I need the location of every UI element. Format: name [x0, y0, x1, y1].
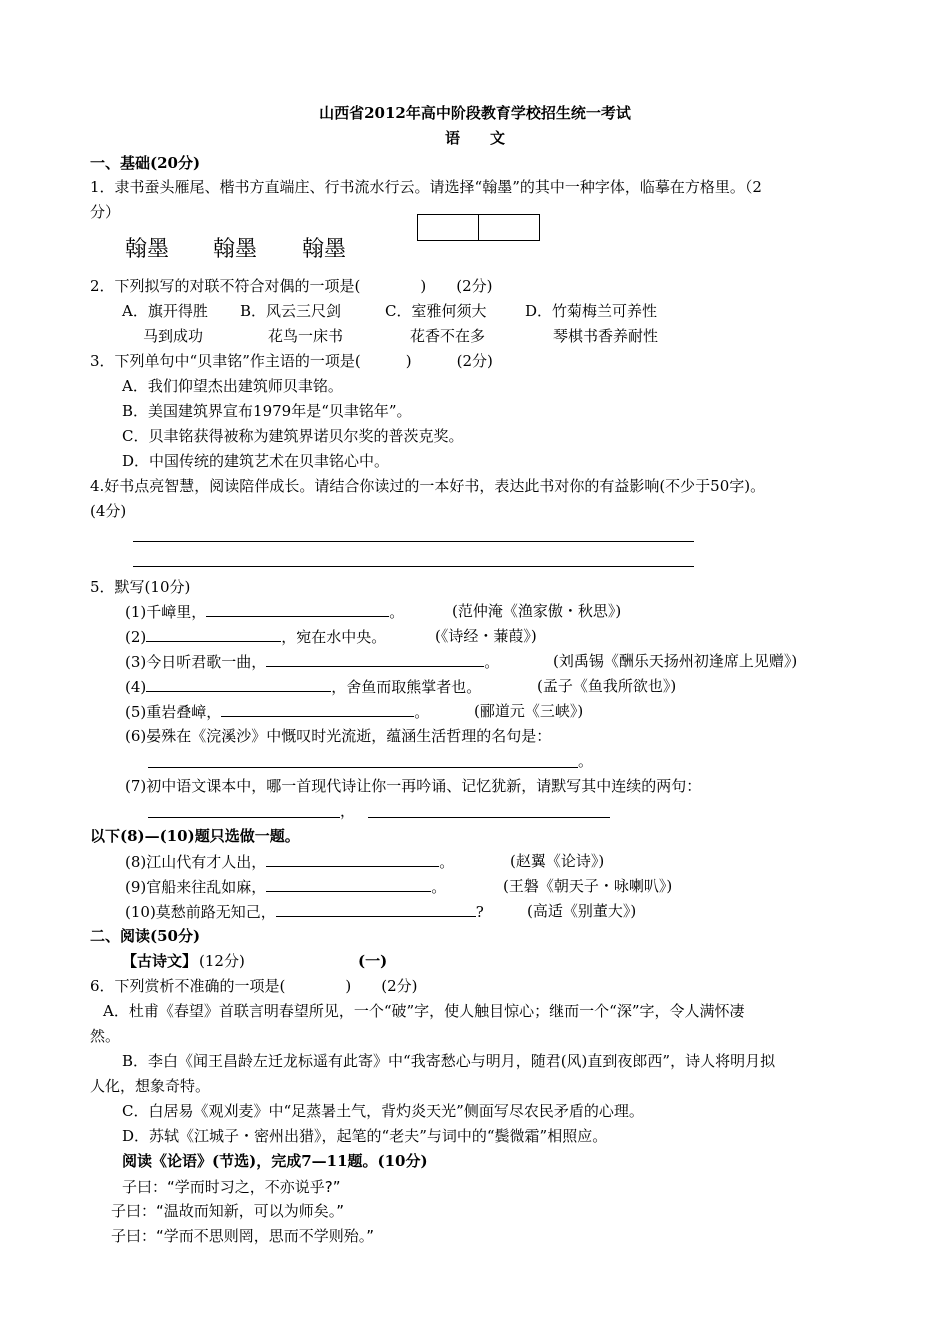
q5-item-6: (6)晏殊在《浣溪沙》中慨叹时光流逝，蕴涵生活哲理的名句是：	[125, 727, 552, 745]
copy-grid-cell-2[interactable]	[478, 214, 540, 241]
q2-option-c1: C．室雅何须大	[385, 302, 487, 320]
q2-option-a1: A．旗开得胜	[122, 302, 208, 320]
q5-2-pre: (2)	[125, 628, 147, 646]
q5-item-9	[125, 876, 446, 897]
subject-title: 语 文	[444, 129, 505, 147]
q2-option-b2: 花鸟一床书	[268, 327, 344, 345]
q3-option-a: A．我们仰望杰出建筑师贝聿铭。	[122, 377, 343, 395]
q5-4-post: ，舍鱼而取熊掌者也。	[331, 678, 482, 696]
choose-one-heading: 以下(8)—(10)题只选做一题。	[90, 827, 300, 845]
q5-9-post: 。	[431, 878, 447, 896]
q5-heading: 5．默写(10分)	[90, 578, 191, 596]
q2-option-d2: 琴棋书香养耐性	[553, 327, 659, 345]
q6-option-a-1: A．杜甫《春望》首联言明春望所见，一个“破”字，使人触目惊心；继而一个“深”字，令人满怀凄	[103, 1002, 745, 1020]
section-2-heading: 二、阅读(50分)	[90, 927, 201, 945]
q5-item-1	[125, 601, 404, 622]
classical-points: (12分)	[199, 952, 245, 970]
q1-line1: 1．隶书蚕头雁尾、楷书方直端庄、行书流水行云。请选择“翰墨”的其中一种字体，临摹在方格里。（2	[90, 178, 762, 196]
q5-7-answer-line-2[interactable]	[368, 817, 610, 818]
copy-grid-cell-1[interactable]	[417, 214, 479, 241]
lunyu-intro: 阅读《论语》(节选)，完成7—11题。(10分)	[122, 1152, 428, 1170]
q1-line2: 分）	[90, 203, 121, 221]
q5-item-5	[125, 701, 429, 722]
q6-stem: 6．下列赏析不准确的一项是( ) (2分)	[90, 977, 418, 995]
q3-option-d: D．中国传统的建筑艺术在贝聿铭心中。	[122, 452, 390, 470]
q5-7-answer-line-1[interactable]	[148, 817, 340, 818]
q5-4-source: (孟子《鱼我所欲也》)	[537, 677, 677, 695]
q5-1-pre: (1)千嶂里，	[125, 603, 207, 621]
q6-option-a-2: 然。	[90, 1027, 121, 1045]
q5-4-pre: (4)	[125, 678, 147, 696]
q5-9-blank[interactable]	[266, 876, 431, 892]
q5-item-3	[125, 651, 499, 672]
q6-option-b-1: B．李白《闻王昌龄左迁龙标遥有此寄》中“我寄愁心与明月，随君(风)直到夜郎西”，诗人将明月拟	[122, 1052, 776, 1070]
lunyu-line-3: 子曰：“学而不思则罔，思而不学则殆。”	[111, 1227, 375, 1245]
lunyu-line-1: 子曰：“学而时习之，不亦说乎?”	[122, 1178, 341, 1196]
q5-3-pre: (3)今日听君歌一曲，	[125, 653, 267, 671]
q5-5-pre: (5)重岩叠嶂，	[125, 703, 222, 721]
q5-2-blank[interactable]	[146, 626, 281, 642]
part-one-label: (一)	[358, 952, 388, 970]
q5-1-post: 。	[389, 603, 405, 621]
q3-option-b: B．美国建筑界宣布1979年是“贝聿铭年”。	[122, 402, 412, 420]
q5-8-blank[interactable]	[266, 851, 439, 867]
q5-8-pre: (8)江山代有才人出，	[125, 853, 267, 871]
q5-4-blank[interactable]	[146, 676, 331, 692]
q5-10-post: ?	[475, 903, 484, 921]
q3-option-c: C．贝聿铭获得被称为建筑界诺贝尔奖的普茨克奖。	[122, 427, 464, 445]
q5-9-pre: (9)官船来往乱如麻，	[125, 878, 267, 896]
q5-1-source: (范仲淹《渔家傲・秋思》)	[452, 602, 622, 620]
q5-item-4	[125, 676, 481, 697]
q5-10-source: (高适《别董大》)	[527, 902, 637, 920]
q5-1-blank[interactable]	[206, 601, 389, 617]
q2-option-b1: B．风云三尺剑	[240, 302, 342, 320]
q5-6-end: 。	[578, 752, 594, 770]
q5-9-source: (王磐《朝天子・咏喇叭》)	[503, 877, 673, 895]
q5-3-post: 。	[484, 653, 500, 671]
q6-option-c: C．白居易《观刈麦》中“足蒸暑土气，背灼炎天光”侧面写尽农民矛盾的心理。	[122, 1102, 644, 1120]
q2-option-c2: 花香不在多	[410, 327, 486, 345]
q5-8-post: 。	[439, 853, 455, 871]
q5-item-8	[125, 851, 454, 872]
lunyu-line-2: 子曰：“温故而知新，可以为师矣。”	[111, 1202, 345, 1220]
q5-3-source: (刘禹锡《酬乐天扬州初逢席上见赠》)	[553, 652, 798, 670]
q4-answer-line-2[interactable]	[133, 566, 694, 567]
section-1-heading: 一、基础(20分)	[90, 154, 201, 172]
q2-stem: 2．下列拟写的对联不符合对偶的一项是( ) (2分)	[90, 277, 493, 295]
q5-5-source: (郦道元《三峡》)	[474, 702, 584, 720]
q5-3-blank[interactable]	[266, 651, 484, 667]
q5-item-10	[125, 901, 484, 922]
q5-item-7: (7)初中语文课本中，哪一首现代诗让你一再吟诵、记忆犹新，请默写其中连续的两句：	[125, 777, 702, 795]
q5-10-blank[interactable]	[276, 901, 476, 917]
q4-line2: (4分)	[90, 502, 127, 520]
q5-2-post: ，宛在水中央。	[281, 628, 387, 646]
q5-7-comma: ，	[340, 802, 356, 820]
q2-option-a2: 马到成功	[143, 327, 204, 345]
q5-5-blank[interactable]	[221, 701, 414, 717]
calligraphy-sample-1: 翰墨	[125, 237, 170, 262]
q5-2-source: (《诗经・蒹葭》)	[435, 627, 537, 645]
exam-title: 山西省2012年高中阶段教育学校招生统一考试	[319, 104, 631, 122]
q5-item-2	[125, 626, 386, 647]
q6-option-b-2: 人化，想象奇特。	[90, 1077, 211, 1095]
calligraphy-sample-3: 翰墨	[302, 237, 347, 262]
q5-10-pre: (10)莫愁前路无知己，	[125, 903, 276, 921]
q5-8-source: (赵翼《论诗》)	[510, 852, 605, 870]
q3-stem: 3．下列单句中“贝聿铭”作主语的一项是( ) (2分)	[90, 352, 493, 370]
q6-option-d: D．苏轼《江城子・密州出猎》，起笔的“老夫”与词中的“鬓微霜”相照应。	[122, 1127, 608, 1145]
q5-5-post: 。	[414, 703, 430, 721]
q4-answer-line-1[interactable]	[133, 541, 694, 542]
q2-option-d1: D．竹菊梅兰可养性	[525, 302, 658, 320]
q5-6-answer-line[interactable]	[148, 767, 578, 768]
classical-subheading: 【古诗文】	[122, 952, 198, 970]
q4-line1: 4.好书点亮智慧，阅读陪伴成长。请结合你读过的一本好书，表达此书对你的有益影响(不少于50字)。	[90, 477, 766, 495]
calligraphy-sample-2: 翰墨	[213, 237, 258, 262]
